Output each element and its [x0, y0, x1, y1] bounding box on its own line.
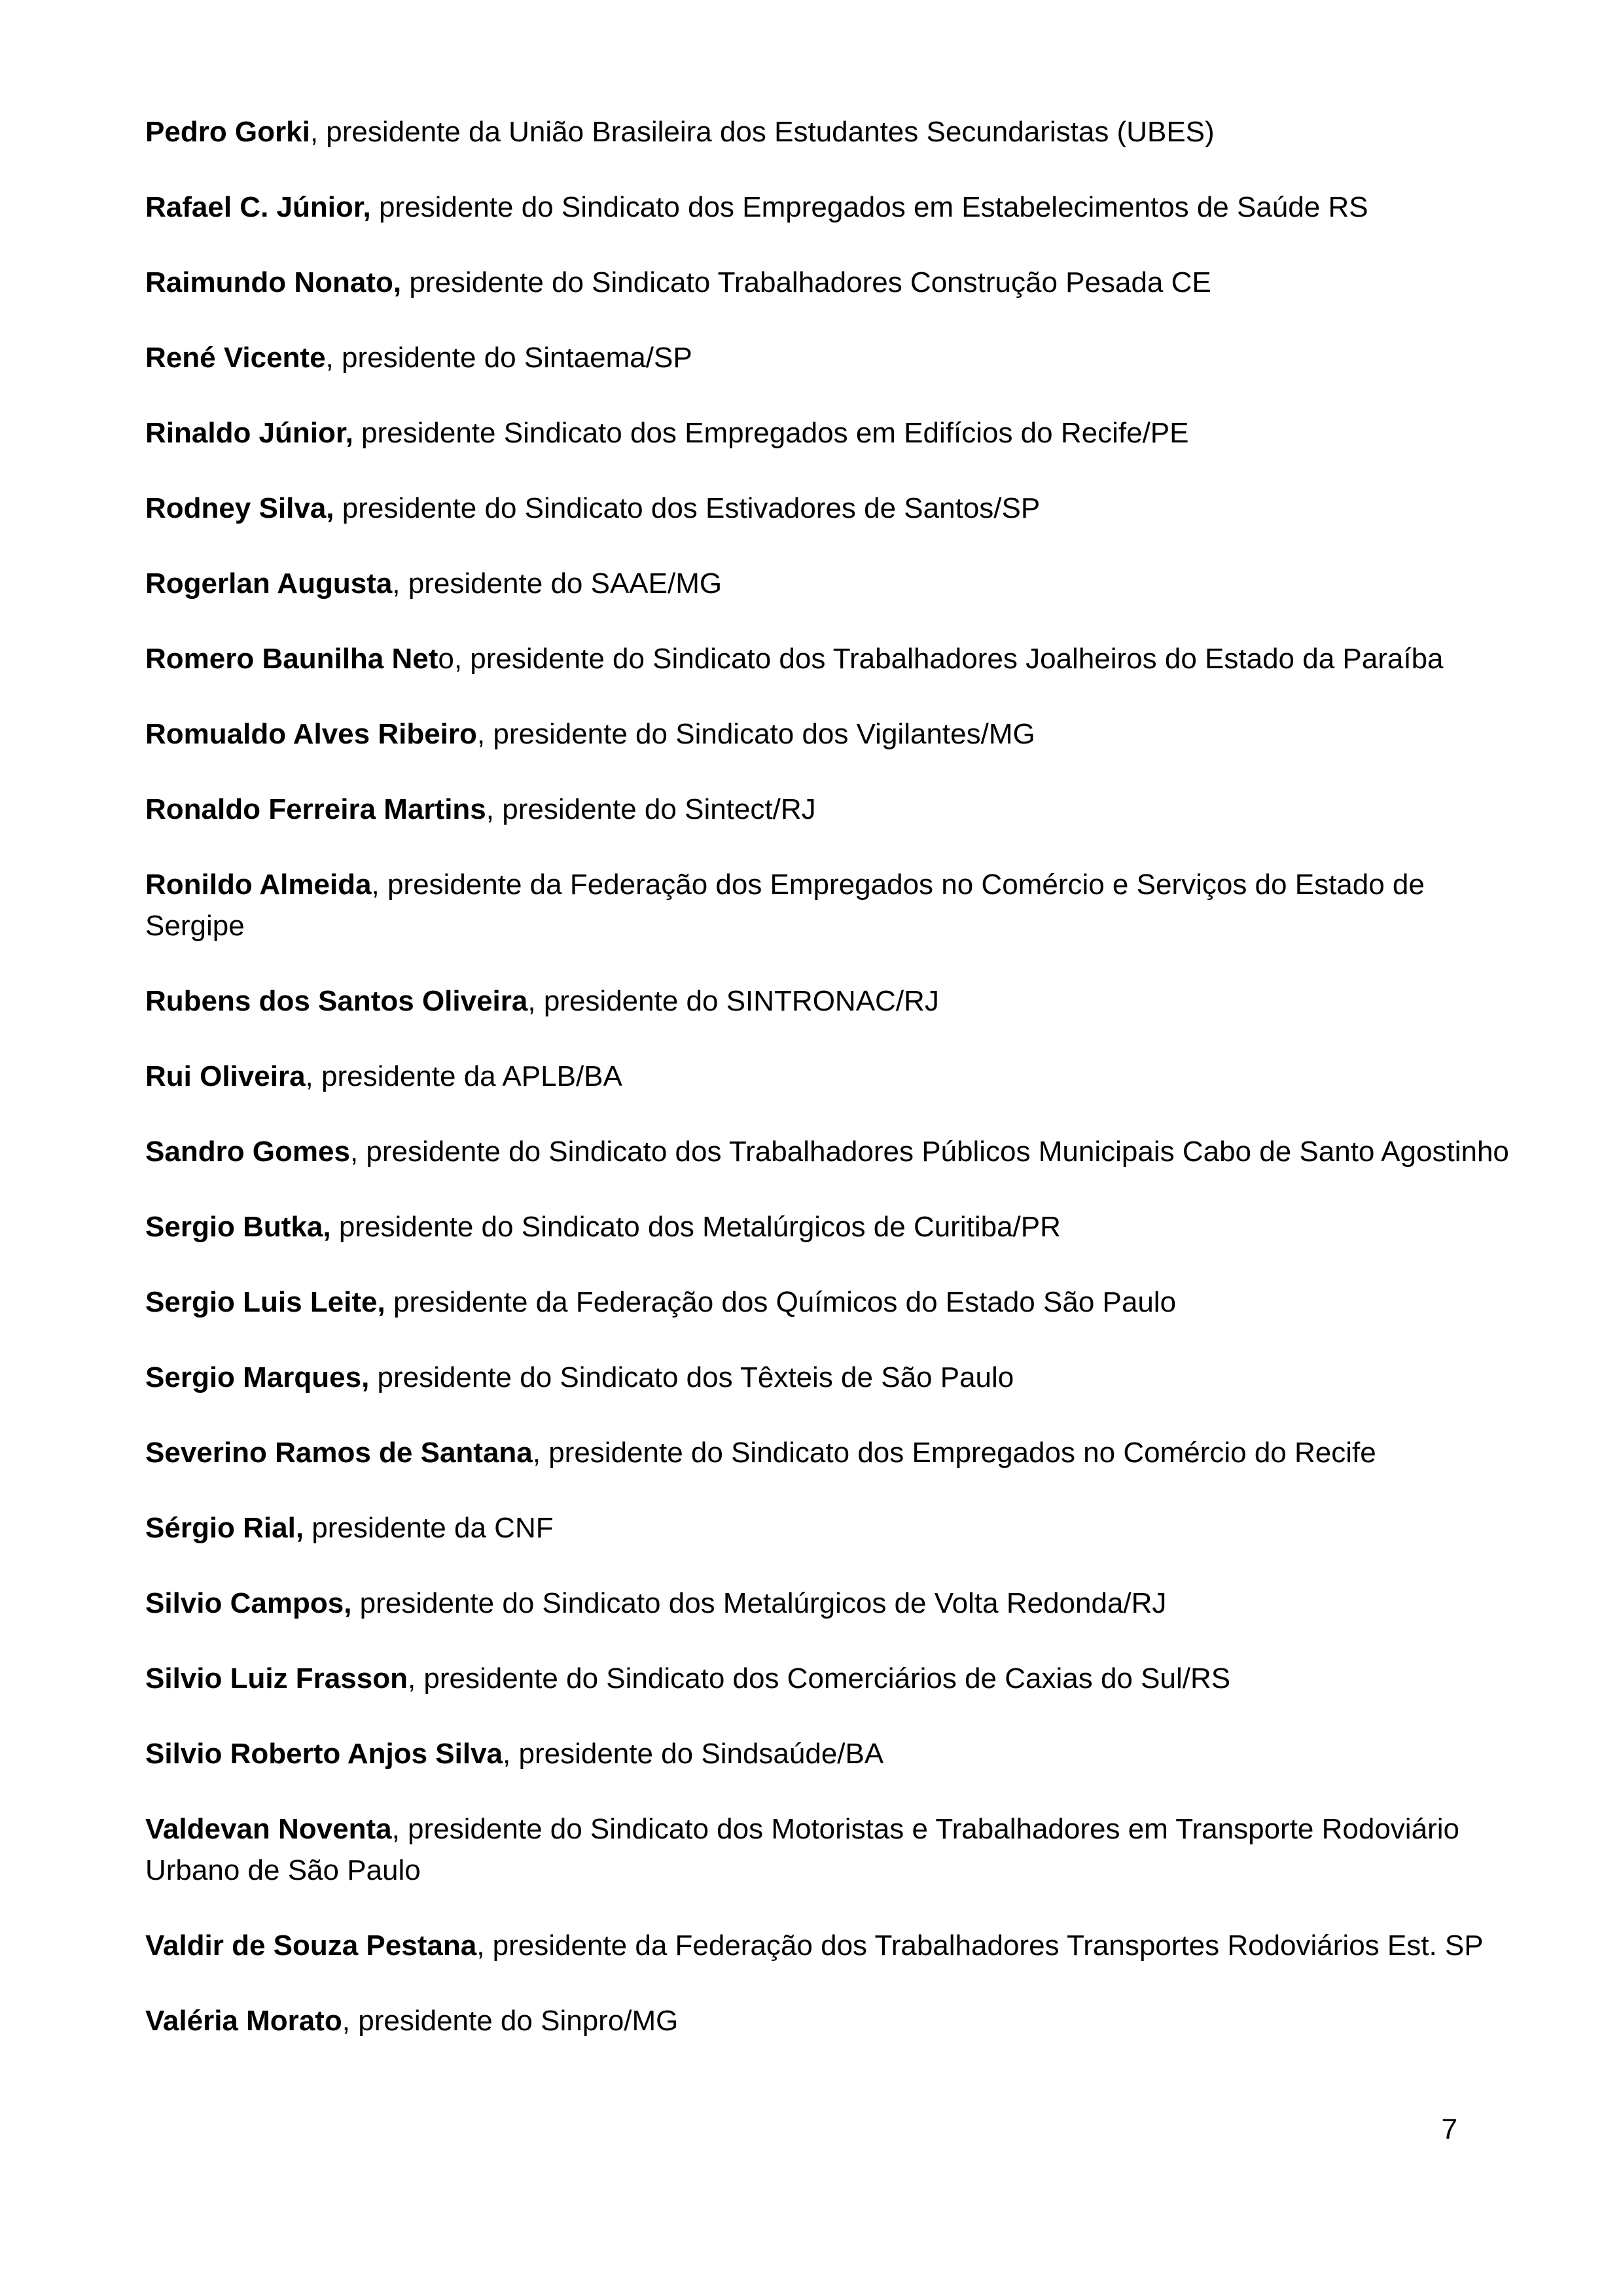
- entry-description: , presidente do Sindsaúde/BA: [503, 1738, 884, 1770]
- entry-name: Sergio Butka,: [145, 1211, 331, 1243]
- list-entry: [145, 1282, 1466, 1323]
- entry-description: , presidente do Sindicato dos Motoristas e Trabalhadores em Transporte Rodoviário: [391, 1813, 1459, 1845]
- entry-description: , presidente do Sindicato dos Vigilantes/MG: [476, 718, 1035, 750]
- list-entry: [145, 262, 1466, 303]
- entry-description: , presidente do Sinpro/MG: [342, 2005, 679, 2037]
- entry-description: presidente do Sindicato dos Empregados em Estabelecimentos de Saúde RS: [370, 191, 1368, 223]
- list-entry: [145, 1507, 1466, 1549]
- entry-name: Pedro Gorki: [145, 116, 310, 148]
- entry-description: , presidente do Sindicato dos Empregados no Comércio do Recife: [532, 1437, 1376, 1469]
- entry-description: , presidente da União Brasileira dos Estudantes Secundaristas (UBES): [310, 116, 1215, 148]
- entry-description-line2: Urbano de São Paulo: [145, 1854, 421, 1886]
- list-entry: [145, 563, 1466, 604]
- list-entry: [145, 980, 1466, 1022]
- entry-description: presidente da Federação dos Químicos do Estado São Paulo: [385, 1286, 1177, 1318]
- page-number: 7: [1441, 2113, 1457, 2145]
- list-entry: [145, 1583, 1466, 1624]
- entry-name: Silvio Luiz Frasson: [145, 1662, 408, 1695]
- entry-name: Severino Ramos de Santana: [145, 1437, 533, 1469]
- list-entry: [145, 713, 1466, 755]
- entry-description: , presidente do SAAE/MG: [392, 567, 722, 600]
- entry-description: , presidente do Sindicato dos Trabalhadores Públicos Municipais Cabo de Santo Agostinho: [349, 1136, 1509, 1168]
- list-entry: [145, 1206, 1466, 1247]
- entry-name: Sergio Marques,: [145, 1361, 370, 1393]
- entry-name: Romero Baunilha Net: [145, 643, 438, 675]
- list-entry: [145, 488, 1466, 529]
- list-entry: [145, 1131, 1509, 1172]
- list-entry: [145, 412, 1466, 454]
- entry-name: Silvio Campos,: [145, 1587, 352, 1619]
- entry-description: presidente da CNF: [304, 1512, 554, 1544]
- entry-name: Sandro Gomes: [145, 1136, 350, 1168]
- entry-description: presidente do Sindicato dos Têxteis de São Paulo: [369, 1361, 1014, 1393]
- entry-description: , presidente do Sintaema/SP: [325, 342, 692, 374]
- entry-description: presidente Sindicato dos Empregados em Edifícios do Recife/PE: [353, 417, 1189, 449]
- entry-name: Rubens dos Santos Oliveira: [145, 985, 528, 1017]
- list-entry: [145, 638, 1466, 679]
- entry-description: o, presidente do Sindicato dos Trabalhadores Joalheiros do Estado da Paraíba: [438, 643, 1444, 675]
- entry-description: presidente do Sindicato dos Estivadores de Santos/SP: [334, 492, 1041, 524]
- list-entry: [145, 2000, 1466, 2041]
- list-entry: [145, 1658, 1466, 1699]
- entry-name: Ronaldo Ferreira Martins: [145, 793, 486, 825]
- entry-name: Rinaldo Júnior,: [145, 417, 353, 449]
- entry-name: Rodney Silva,: [145, 492, 334, 524]
- entry-description: , presidente do SINTRONAC/RJ: [527, 985, 939, 1017]
- entry-description: , presidente da Federação dos Trabalhadores Transportes Rodoviários Est. SP: [476, 1929, 1484, 1962]
- entry-description: , presidente do Sindicato dos Comerciários de Caxias do Sul/RS: [407, 1662, 1231, 1695]
- entry-name: Silvio Roberto Anjos Silva: [145, 1738, 503, 1770]
- entry-name: Valdevan Noventa: [145, 1813, 392, 1845]
- list-entry: [145, 111, 1466, 152]
- entry-name: Sérgio Rial,: [145, 1512, 304, 1544]
- entry-name: Rui Oliveira: [145, 1060, 306, 1092]
- entry-description: presidente do Sindicato Trabalhadores Construção Pesada CE: [401, 266, 1211, 298]
- entry-description: , presidente do Sintect/RJ: [486, 793, 816, 825]
- list-entry: [145, 1056, 1466, 1097]
- list-entry: [145, 1808, 1466, 1891]
- entry-name: Valdir de Souza Pestana: [145, 1929, 477, 1962]
- list-entry: [145, 337, 1466, 378]
- list-entry: [145, 187, 1466, 228]
- entry-description: presidente do Sindicato dos Metalúrgicos de Curitiba/PR: [330, 1211, 1061, 1243]
- entry-name: Rogerlan Augusta: [145, 567, 393, 600]
- list-entry: [145, 1733, 1466, 1774]
- entry-name: René Vicente: [145, 342, 326, 374]
- entry-name: Rafael C. Júnior,: [145, 191, 371, 223]
- entry-description: , presidente da Federação dos Empregados no Comércio e Serviços do Estado de: [371, 869, 1425, 901]
- list-entry: [145, 864, 1466, 946]
- entry-name: Sergio Luis Leite,: [145, 1286, 385, 1318]
- list-entry: [145, 1357, 1466, 1398]
- entry-name: Romualdo Alves Ribeiro: [145, 718, 477, 750]
- entry-name: Raimundo Nonato,: [145, 266, 402, 298]
- entry-name: Ronildo Almeida: [145, 869, 372, 901]
- entry-name: Valéria Morato: [145, 2005, 342, 2037]
- entry-description: presidente do Sindicato dos Metalúrgicos de Volta Redonda/RJ: [351, 1587, 1167, 1619]
- list-entry: [145, 1925, 1484, 1966]
- entry-description: , presidente da APLB/BA: [305, 1060, 622, 1092]
- list-entry: [145, 1432, 1466, 1473]
- entry-description-line2: Sergipe: [145, 910, 245, 942]
- list-entry: [145, 789, 1466, 830]
